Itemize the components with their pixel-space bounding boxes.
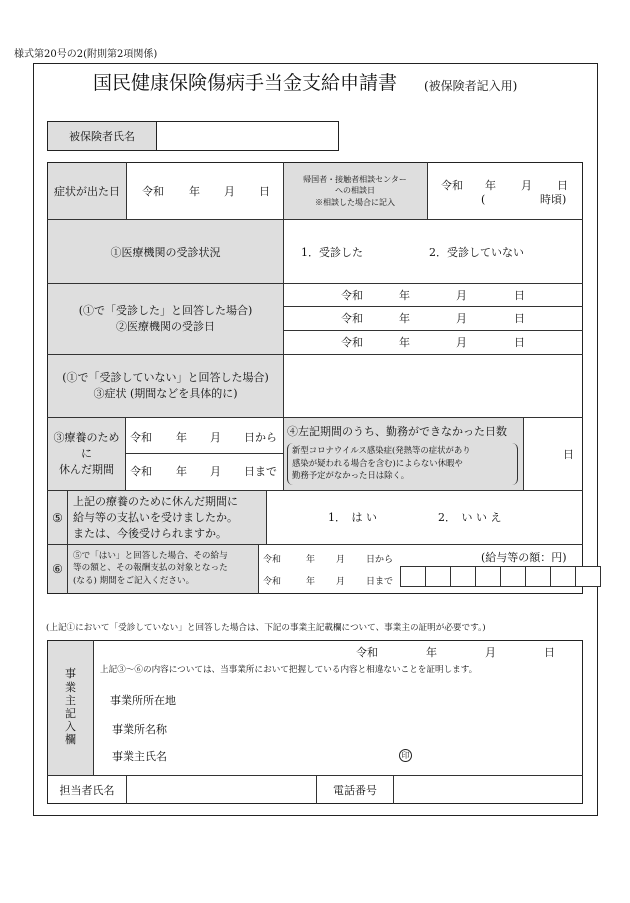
form-number: 様式第20号の2(附則第2項関係) — [14, 49, 158, 60]
q6-to-day: 日まで — [366, 577, 394, 587]
q3-symptom-field[interactable] — [285, 356, 581, 416]
q2-date1-era: 令和 — [341, 289, 363, 302]
employer-side-char: 事 — [65, 667, 76, 681]
page-title: 国民健康保険傷病手当金支給申請書 — [93, 72, 398, 94]
q6-to-era: 令和 — [263, 577, 282, 587]
employer-date-month: 月 — [485, 646, 496, 659]
employer-side-char: 業 — [65, 680, 76, 694]
q2-date3-era: 令和 — [341, 336, 363, 349]
q2-date2-era: 令和 — [341, 312, 363, 325]
leave-label: ③療養のため に 休んだ期間 — [53, 431, 120, 476]
employer-address-label: 事業所所在地 — [110, 694, 176, 707]
q2-date3-month: 月 — [456, 336, 467, 349]
q2-date1-day: 日 — [514, 289, 525, 302]
row-divider — [47, 544, 583, 545]
q3-label: (①で「受診していない」と回答した場合) ③症状 (期間などを具体的に) — [62, 370, 269, 400]
amount-digit-box[interactable] — [425, 566, 451, 587]
col-divider — [67, 490, 68, 594]
symptom-label: 症状が出た日 — [54, 185, 120, 198]
amount-digit-box[interactable] — [575, 566, 601, 587]
symptom-date-month: 月 — [224, 185, 235, 198]
symptom-date-day: 日 — [259, 185, 270, 198]
symptom-date-year: 年 — [189, 185, 200, 198]
q5-option-yes[interactable]: 1． は い — [328, 511, 377, 524]
phone-label: 電話番号 — [333, 784, 377, 797]
q2-date1-month: 月 — [456, 289, 467, 302]
row-divider — [47, 417, 583, 418]
amount-digit-box[interactable] — [500, 566, 526, 587]
phone-field[interactable] — [394, 776, 582, 804]
insured-name-label: 被保険者氏名 — [69, 130, 135, 143]
employer-side-char: 主 — [65, 693, 76, 707]
q6-from-day: 日から — [366, 555, 394, 565]
consult-date-month: 月 — [521, 179, 532, 192]
employer-date-era: 令和 — [356, 646, 378, 659]
contact-person-label: 担当者氏名 — [59, 784, 115, 797]
q6-from-era: 令和 — [263, 555, 282, 565]
leave-to-era: 令和 — [130, 465, 152, 478]
leave-from-era: 令和 — [130, 431, 152, 444]
q4-label: ④左記期間のうち、勤務ができなかった日数 — [287, 425, 507, 438]
q5-label: 上記の療養のために休んだ期間に 給与等の支払いを受けましたか。 または、今後受けられますか。 — [73, 495, 238, 540]
consult-date-era: 令和 — [441, 179, 463, 192]
consult-time-close: 時頃) — [540, 193, 567, 206]
q1-option-visited[interactable]: 1．受診した — [301, 246, 363, 259]
q2-date2-day: 日 — [514, 312, 525, 325]
employer-date-year: 年 — [426, 646, 437, 659]
employer-name-label: 事業所名称 — [112, 723, 167, 736]
insured-name-label-cell — [47, 121, 157, 151]
symptom-date-era: 令和 — [142, 185, 164, 198]
contact-person-field[interactable] — [127, 776, 316, 804]
q6-number: ⑥ — [52, 562, 63, 576]
row-divider — [125, 453, 283, 454]
employer-certify-text: 上記③～⑥の内容については、当事業所において把握している内容と相違ないことを証明します。 — [100, 665, 478, 675]
leave-from-year: 年 — [176, 431, 187, 444]
q5-number: ⑤ — [52, 510, 63, 525]
q4-day-unit: 日 — [563, 448, 574, 461]
q6-from-year: 年 — [306, 555, 316, 565]
q5-option-no[interactable]: 2． い い え — [438, 511, 502, 524]
col-divider — [125, 417, 126, 490]
q2-date3-day: 日 — [514, 336, 525, 349]
row-divider — [283, 306, 583, 307]
q1-label: ①医療機関の受診状況 — [110, 245, 221, 259]
q1-option-not-visited[interactable]: 2．受診していない — [429, 246, 524, 259]
col-divider — [427, 162, 428, 219]
employer-side-label — [48, 665, 93, 749]
row-divider — [283, 330, 583, 331]
amount-digit-box[interactable] — [400, 566, 426, 587]
employer-side-char: 記 — [65, 707, 76, 720]
q2-date2-year: 年 — [399, 312, 410, 325]
leave-to-year: 年 — [176, 465, 187, 478]
q6-to-year: 年 — [306, 577, 316, 587]
amount-digit-box[interactable] — [475, 566, 501, 587]
employer-note: (上記①において「受診していない」と回答した場合は、下記の事業主記載欄について、事業主の証明が必要です。) — [46, 623, 486, 633]
q6-from-month: 月 — [336, 555, 346, 565]
employer-owner-label: 事業主氏名 — [112, 750, 167, 763]
employer-side-divider — [93, 640, 94, 775]
q2-date1-year: 年 — [399, 289, 410, 302]
consult-date-day: 日 — [557, 179, 568, 192]
consult-date-year: 年 — [485, 179, 496, 192]
page-subtitle: (被保険者記入用) — [424, 79, 518, 93]
leave-from-day: 日から — [244, 431, 277, 444]
q4-note: 新型コロナウイルス感染症(発熱等の症状があり 感染が疑われる場合を含む)によらない休暇や 勤務予定がなかった日は除く。 — [292, 445, 471, 481]
employer-side-char: 欄 — [65, 733, 76, 747]
col-divider — [266, 490, 267, 544]
q6-amount-label: (給与等の額：円) — [481, 551, 567, 564]
employer-side-char: 入 — [65, 720, 76, 734]
col-divider — [126, 162, 127, 219]
consult-time-open: ( — [481, 193, 486, 206]
col-divider — [523, 417, 524, 490]
amount-digit-box[interactable] — [525, 566, 551, 587]
q6-to-month: 月 — [336, 577, 346, 587]
q2-date3-year: 年 — [399, 336, 410, 349]
q6-label: ⑤で「はい」と回答した場合、その給与 等の額と、その報酬支払の対象となった (なる) 期間をご記入ください。 — [73, 551, 228, 586]
q2-label: (①で「受診した」と回答した場合) ②医療機関の受診日 — [78, 303, 253, 333]
employer-date-day: 日 — [544, 646, 555, 659]
consult-center-label: 帰国者・接触者相談センター への相談日 ※相談した場合に記入 — [303, 175, 407, 207]
leave-to-month: 月 — [210, 465, 221, 478]
q2-date2-month: 月 — [456, 312, 467, 325]
seal-icon: 印 — [399, 749, 412, 762]
row-divider — [47, 490, 583, 491]
leave-from-month: 月 — [210, 431, 221, 444]
amount-digit-box[interactable] — [450, 566, 476, 587]
amount-digit-box[interactable] — [550, 566, 576, 587]
col-divider — [258, 544, 259, 594]
insured-name-field[interactable] — [156, 121, 339, 151]
leave-to-day: 日まで — [244, 465, 277, 478]
